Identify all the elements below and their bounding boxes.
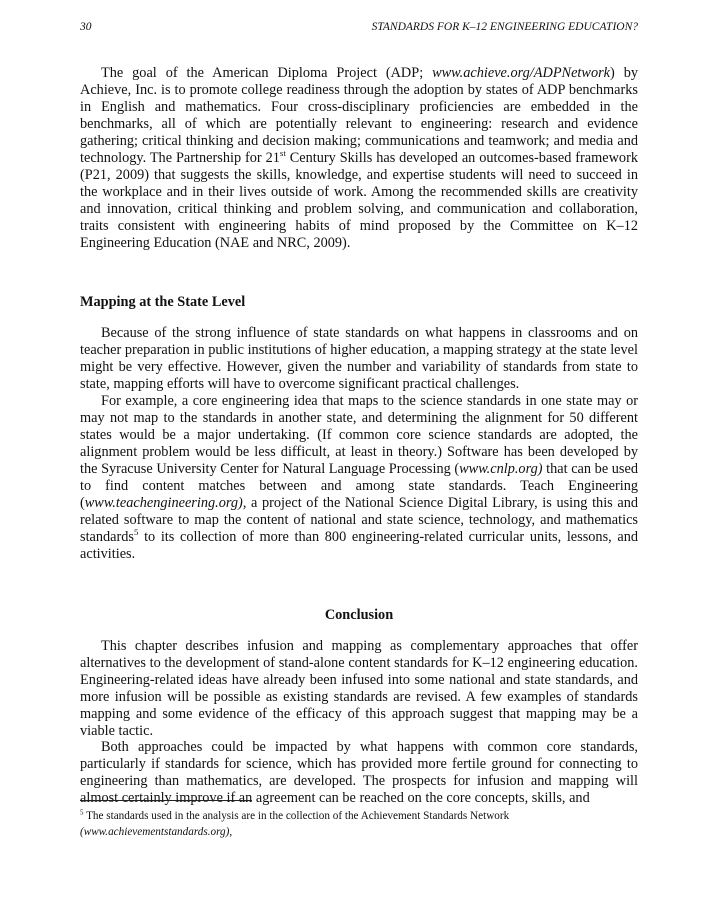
conclusion-paragraph-2: Both approaches could be impacted by what happens with common core standards, particularly if standards for science, which has provided more fertile ground for connecting to engineering than mathematics, are developed. The prospects for infusion and mapping will almost certainly improve if an agreement can be reached on the core concepts, skills, and xyxy=(80,739,638,807)
text-run: The goal of the American Diploma Project (ADP; xyxy=(101,65,433,81)
text-run: ) by Achieve, Inc. is to promote college readiness through the adoption by states of ADP benchmarks in English and mathematics. Four cross-disciplinary proficiencies are embedded in the benchmarks, all of which are potentially relevant to engineering: research and evidence gathering; critical thinking and decision making; communications and teamwork; and media and technology. The Partnership for 21 xyxy=(80,65,638,166)
text-run: Century Skills has developed an outcomes-based framework (P21, 2009) that suggests the skills, knowledge, and expertise students will need to succeed in the workplace and in their lives outside of work. Among the recommended skills are creativity and innovation, critical thinking and problem solving, and communication and collaboration, traits consistent with engineering habits of mind proposed by the Committee on K–12 Engineering Education (NAE and NRC, 2009). xyxy=(80,149,638,251)
text-run: , a project of the National Science Digital Library, is using this and related software to map the content of national and state science, technology, and mathematics standards xyxy=(80,494,638,545)
achievement-standards-link[interactable]: (www.achievementstandards.org), xyxy=(80,826,233,838)
footnote-text: The standards used in the analysis are in the collection of the Achievement Standards Network xyxy=(83,810,510,822)
footnote-line-2 xyxy=(80,824,638,840)
running-header xyxy=(80,21,638,37)
page-number: 30 xyxy=(80,21,92,33)
footnote-marker: 5 xyxy=(80,808,84,817)
conclusion-paragraph-1: This chapter describes infusion and mapping as complementary approaches that offer alternatives to the development of stand-alone content standards for K–12 engineering education. Engineering-related ideas have already been infused into some national and state standards, and more infusion will be possible as existing standards are revised. A few examples of standards mapping and some evidence of the efficacy of this approach suggest that mapping may be a viable tactic. xyxy=(80,637,638,739)
section-heading-conclusion: Conclusion xyxy=(324,606,394,623)
text-run: to its collection of more than 800 engineering-related curricular units, lessons, and activities. xyxy=(80,528,638,562)
intro-paragraph xyxy=(80,65,638,251)
running-title: STANDARDS FOR K–12 ENGINEERING EDUCATION? xyxy=(371,21,638,33)
footnote-reference[interactable]: 5 xyxy=(134,527,139,538)
superscript: st xyxy=(279,148,286,158)
footnote-divider xyxy=(80,800,252,801)
text-run: that can be used to find content matches between and among state standards. Teach Engineering ( xyxy=(80,461,638,511)
mapping-paragraph-1: Because of the strong influence of state standards on what happens in classrooms and on teacher preparation in public institutions of higher education, a mapping strategy at the state level might be very effective. However, given the number and variability of standards from state to state, mapping efforts will have to overcome significant practical challenges. xyxy=(80,325,638,393)
adp-network-link[interactable]: www.achieve.org/ADPNetwork xyxy=(432,65,610,81)
footnote-line-1 xyxy=(80,808,638,824)
section-heading-mapping: Mapping at the State Level xyxy=(80,294,246,311)
mapping-paragraph-2 xyxy=(80,393,638,563)
page-body xyxy=(80,65,638,807)
cnlp-link[interactable]: www.cnlp.org) xyxy=(459,461,543,478)
text-run: For example, a core engineering idea that maps to the science standards in one state may or may not map to the standards in another state, and determining the alignment for 50 different states would be a major undertaking. (If common core science standards are adopted, the alignment problem would be less difficult, at least in theory.) Software has been developed by the Syracuse University Center for Natural Language Processing ( xyxy=(80,393,638,478)
footnote xyxy=(80,808,638,840)
teachengineering-link[interactable]: www.teachengineering.org) xyxy=(84,494,243,511)
